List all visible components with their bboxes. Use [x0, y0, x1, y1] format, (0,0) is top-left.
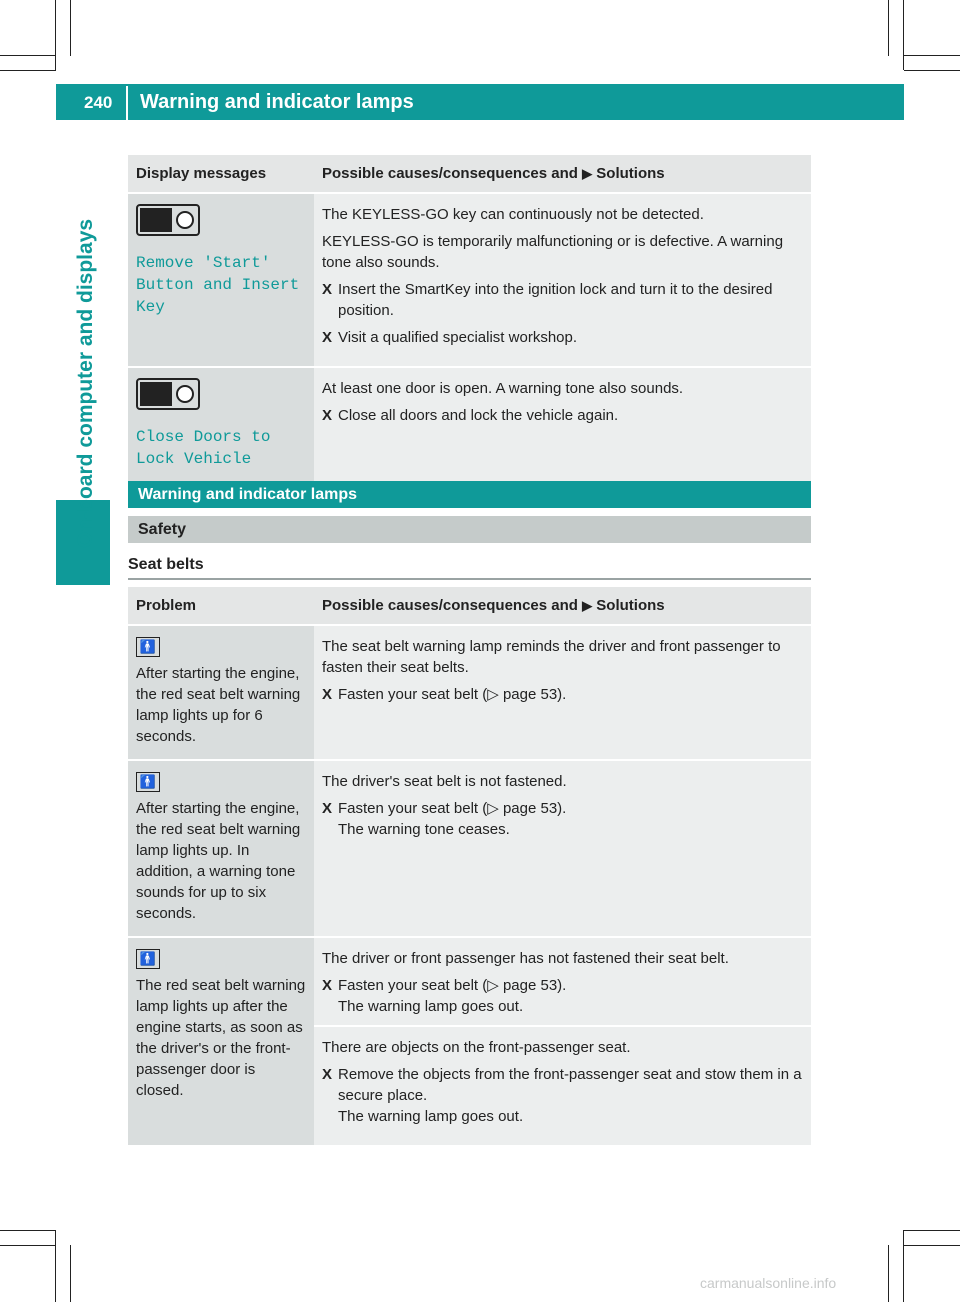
key-icon [136, 204, 200, 236]
seat-belts-heading: Seat belts [128, 556, 204, 573]
table-row [128, 759, 811, 936]
col-header-solutions-text: Solutions [592, 165, 665, 182]
cause-text: KEYLESS-GO is temporarily malfunctioning or is defective. A warning tone also sounds. [322, 233, 784, 271]
crop-mark [55, 1230, 56, 1302]
display-message-cell [128, 192, 314, 366]
solutions-arrow-icon: ▶ [582, 166, 593, 181]
table-header-row [128, 587, 811, 624]
crop-mark [55, 0, 56, 70]
crop-mark [903, 1230, 904, 1302]
crop-mark [904, 55, 960, 56]
solution-result: The warning lamp goes out. [338, 1108, 524, 1125]
solution-step: X Fasten your seat belt (▷ page 53). The warning lamp goes out. [322, 977, 567, 1015]
bullet-marker: X [322, 1066, 333, 1083]
heading-divider [128, 578, 811, 580]
seat-belt-icon: 🚹 [136, 772, 160, 792]
page-number: 240 [84, 93, 113, 112]
problem-cell [128, 759, 314, 936]
problem-cell [128, 936, 314, 1145]
problem-text: After starting the engine, the red seat belt warning lamp lights up for 6 seconds. [136, 665, 301, 745]
table-header-row [128, 155, 811, 192]
causes-cell [314, 759, 811, 936]
col-header-display-messages: Display messages [128, 155, 314, 192]
cause-text: There are objects on the front-passenger seat. [322, 1039, 631, 1056]
cause-block [314, 1025, 811, 1127]
cause-text: The driver or front passenger has not fastened their seat belt. [322, 950, 729, 967]
solutions-arrow-icon: ▶ [582, 598, 593, 613]
bullet-marker: X [322, 407, 333, 424]
table-row [128, 624, 811, 759]
seat-belt-icon: 🚹 [136, 637, 160, 657]
causes-cell [314, 624, 811, 759]
bullet-marker: X [322, 686, 333, 703]
crop-mark [904, 70, 960, 71]
display-message-text: Remove 'Start' Button and Insert Key [136, 254, 300, 316]
solution-step: X Insert the SmartKey into the ignition lock and turn it to the desired position. [322, 281, 773, 319]
display-messages-table [128, 155, 811, 482]
solution-step: X Visit a qualified specialist workshop. [322, 329, 578, 346]
solution-step: X Remove the objects from the front-passenger seat and stow them in a secure place. The warning lamp goes out. [322, 1066, 802, 1125]
crop-mark [70, 1245, 71, 1302]
crop-mark [0, 1245, 56, 1246]
side-tab-label: On-board computer and displays [74, 218, 97, 548]
bullet-marker: X [322, 977, 333, 994]
table-row [128, 192, 811, 366]
bullet-marker: X [322, 800, 333, 817]
subsection-heading: Safety [128, 516, 811, 543]
bullet-marker: X [322, 329, 333, 346]
crop-mark [888, 1245, 889, 1302]
solution-step: X Close all doors and lock the vehicle again. [322, 407, 619, 424]
cause-text: The KEYLESS-GO key can continuously not be detected. [322, 206, 704, 223]
cause-text: At least one door is open. A warning tone also sounds. [322, 380, 684, 397]
section-heading: Warning and indicator lamps [128, 481, 811, 508]
causes-cell [314, 192, 811, 366]
col-header-causes-text: Possible causes/consequences and [322, 165, 583, 182]
solution-step: X Fasten your seat belt (▷ page 53). The warning tone ceases. [322, 800, 567, 838]
col-header-problem: Problem [128, 587, 314, 624]
crop-mark [904, 1245, 960, 1246]
key-icon [136, 378, 200, 410]
solution-result: The warning lamp goes out. [338, 998, 524, 1015]
crop-mark [0, 1230, 56, 1231]
col-header-causes-text: Possible causes/consequences and [322, 597, 583, 614]
crop-mark [888, 0, 889, 56]
col-header-solutions-text: Solutions [592, 597, 665, 614]
table-row [128, 936, 811, 1145]
solution-result: The warning tone ceases. [338, 821, 510, 838]
seat-belts-table [128, 587, 811, 1145]
page-title: Warning and indicator lamps [140, 91, 414, 113]
cause-text: The driver's seat belt is not fastened. [322, 773, 567, 790]
display-message-text: Close Doors to Lock Vehicle [136, 428, 271, 468]
bullet-marker: X [322, 281, 333, 298]
col-header-causes [314, 587, 811, 624]
col-header-causes [314, 155, 811, 192]
causes-cell [314, 936, 811, 1145]
display-message-cell [128, 366, 314, 482]
problem-cell [128, 624, 314, 759]
crop-mark [903, 0, 904, 70]
crop-mark [0, 70, 56, 71]
crop-mark [70, 0, 71, 56]
solution-step: X Fasten your seat belt (▷ page 53). [322, 686, 567, 703]
problem-text: After starting the engine, the red seat belt warning lamp lights up. In addition, a warning tone sounds for up to six seconds. [136, 800, 301, 922]
causes-cell [314, 366, 811, 482]
table-row [128, 366, 811, 482]
cause-text: The seat belt warning lamp reminds the driver and front passenger to fasten their seat belts. [322, 638, 781, 676]
seat-belt-icon: 🚹 [136, 949, 160, 969]
header-divider [126, 86, 128, 120]
crop-mark [0, 55, 56, 56]
crop-mark [904, 1230, 960, 1231]
footer-watermark: carmanualsonline.info [700, 1275, 837, 1291]
problem-text: The red seat belt warning lamp lights up after the engine starts, as soon as the driver's or the front-passenger door is closed. [136, 977, 306, 1099]
